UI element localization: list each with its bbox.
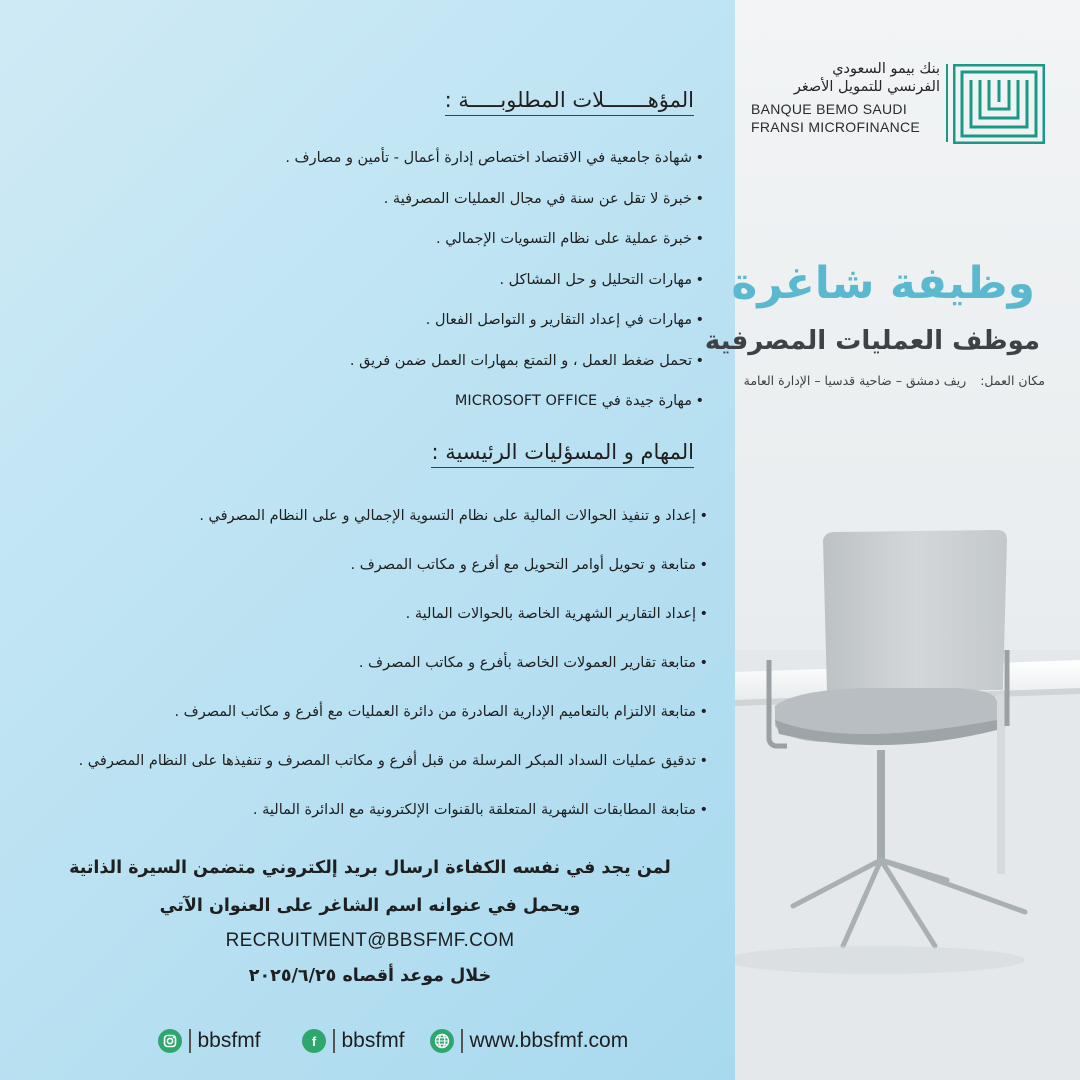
globe-icon [430, 1029, 454, 1053]
list-item: • تدقيق عمليات السداد المبكر المرسلة من قبل أفرع و مكاتب المصرف و تنفيذها على النظام المصرفي . [79, 753, 708, 802]
separator [189, 1029, 191, 1053]
list-item: • متابعة الالتزام بالتعاميم الإدارية الصادرة من دائرة العمليات مع أفرع و مكاتب المصرف . [79, 704, 708, 753]
apply-line2: ويحمل في عنوانه اسم الشاغر على العنوان الآتي [159, 896, 581, 916]
qualifications-heading: المؤهـــــــلات المطلوبـــــة : [445, 88, 694, 116]
apply-line1: لمن يجد في نفسه الكفاءة ارسال بريد إلكتروني متضمن السيرة الذاتية [69, 858, 671, 878]
right-panel [735, 0, 1080, 1080]
instagram-icon [158, 1029, 182, 1053]
list-item: • خبرة لا تقل عن سنة في مجال العمليات المصرفية . [285, 191, 704, 232]
vacancy-title: وظيفة شاغرة [731, 258, 1035, 309]
list-item: • متابعة و تحويل أوامر التحويل مع أفرع و مكاتب المصرف . [79, 557, 708, 606]
website-url: www.bbsfmf.com [469, 1029, 629, 1052]
list-item: • إعداد التقارير الشهرية الخاصة بالحوالات المالية . [79, 606, 708, 655]
list-item: • مهارات في إعداد التقارير و التواصل الفعال . [285, 312, 704, 353]
bank-logo-icon [953, 64, 1045, 144]
position-title: موظف العمليات المصرفية [704, 326, 1040, 356]
facebook-link[interactable] [302, 1027, 405, 1055]
list-item: • متابعة تقارير العمولات الخاصة بأفرع و مكاتب المصرف . [79, 655, 708, 704]
list-item: • متابعة المطابقات الشهرية المتعلقة بالقنوات الإلكترونية مع الدائرة المالية . [79, 802, 708, 851]
list-item: • إعداد و تنفيذ الحوالات المالية على نظام التسوية الإجمالي و على النظام المصرفي . [79, 508, 708, 557]
office-chair-image [735, 0, 1080, 1080]
qualifications-list [285, 150, 704, 434]
recruitment-email-link[interactable]: RECRUITMENT@BBSFMF.COM [225, 930, 515, 951]
location-value: ريف دمشق – ضاحية قدسيا – الإدارة العامة [743, 373, 967, 388]
brand-name-arabic [700, 60, 940, 96]
separator [461, 1029, 463, 1053]
list-item: • مهارات التحليل و حل المشاكل . [285, 272, 704, 313]
list-item: • مهارة جيدة في MICROSOFT OFFICE [285, 393, 704, 434]
separator [333, 1029, 335, 1053]
brand-name-english [751, 100, 951, 136]
duties-heading: المهام و المسؤليات الرئيسية : [431, 440, 694, 468]
facebook-icon: f [302, 1029, 326, 1053]
application-deadline: خلال موعد أقصاه ٢٠٢٥/٦/٢٥ [248, 966, 492, 986]
facebook-handle: bbsfmf [341, 1029, 405, 1052]
instagram-handle: bbsfmf [197, 1029, 261, 1052]
brand-en-line1: BANQUE BEMO SAUDI [751, 101, 908, 117]
list-item: • شهادة جامعية في الاقتصاد اختصاص إدارة أعمال - تأمين و مصارف . [285, 150, 704, 191]
brand-ar-line2: الفرنسي للتمويل الأصغر [793, 79, 940, 95]
work-location [744, 373, 1045, 388]
brand-en-line2: FRANSI MICROFINANCE [751, 119, 921, 135]
brand-ar-line1: بنك بيمو السعودي [832, 61, 940, 77]
website-link[interactable] [430, 1027, 628, 1055]
list-item: • تحمل ضغط العمل ، و التمتع بمهارات العمل ضمن فريق . [285, 353, 704, 394]
instagram-link[interactable] [158, 1027, 261, 1055]
list-item: • خبرة عملية على نظام التسويات الإجمالي . [285, 231, 704, 272]
location-label: مكان العمل: [980, 373, 1045, 388]
duties-list [79, 508, 708, 851]
